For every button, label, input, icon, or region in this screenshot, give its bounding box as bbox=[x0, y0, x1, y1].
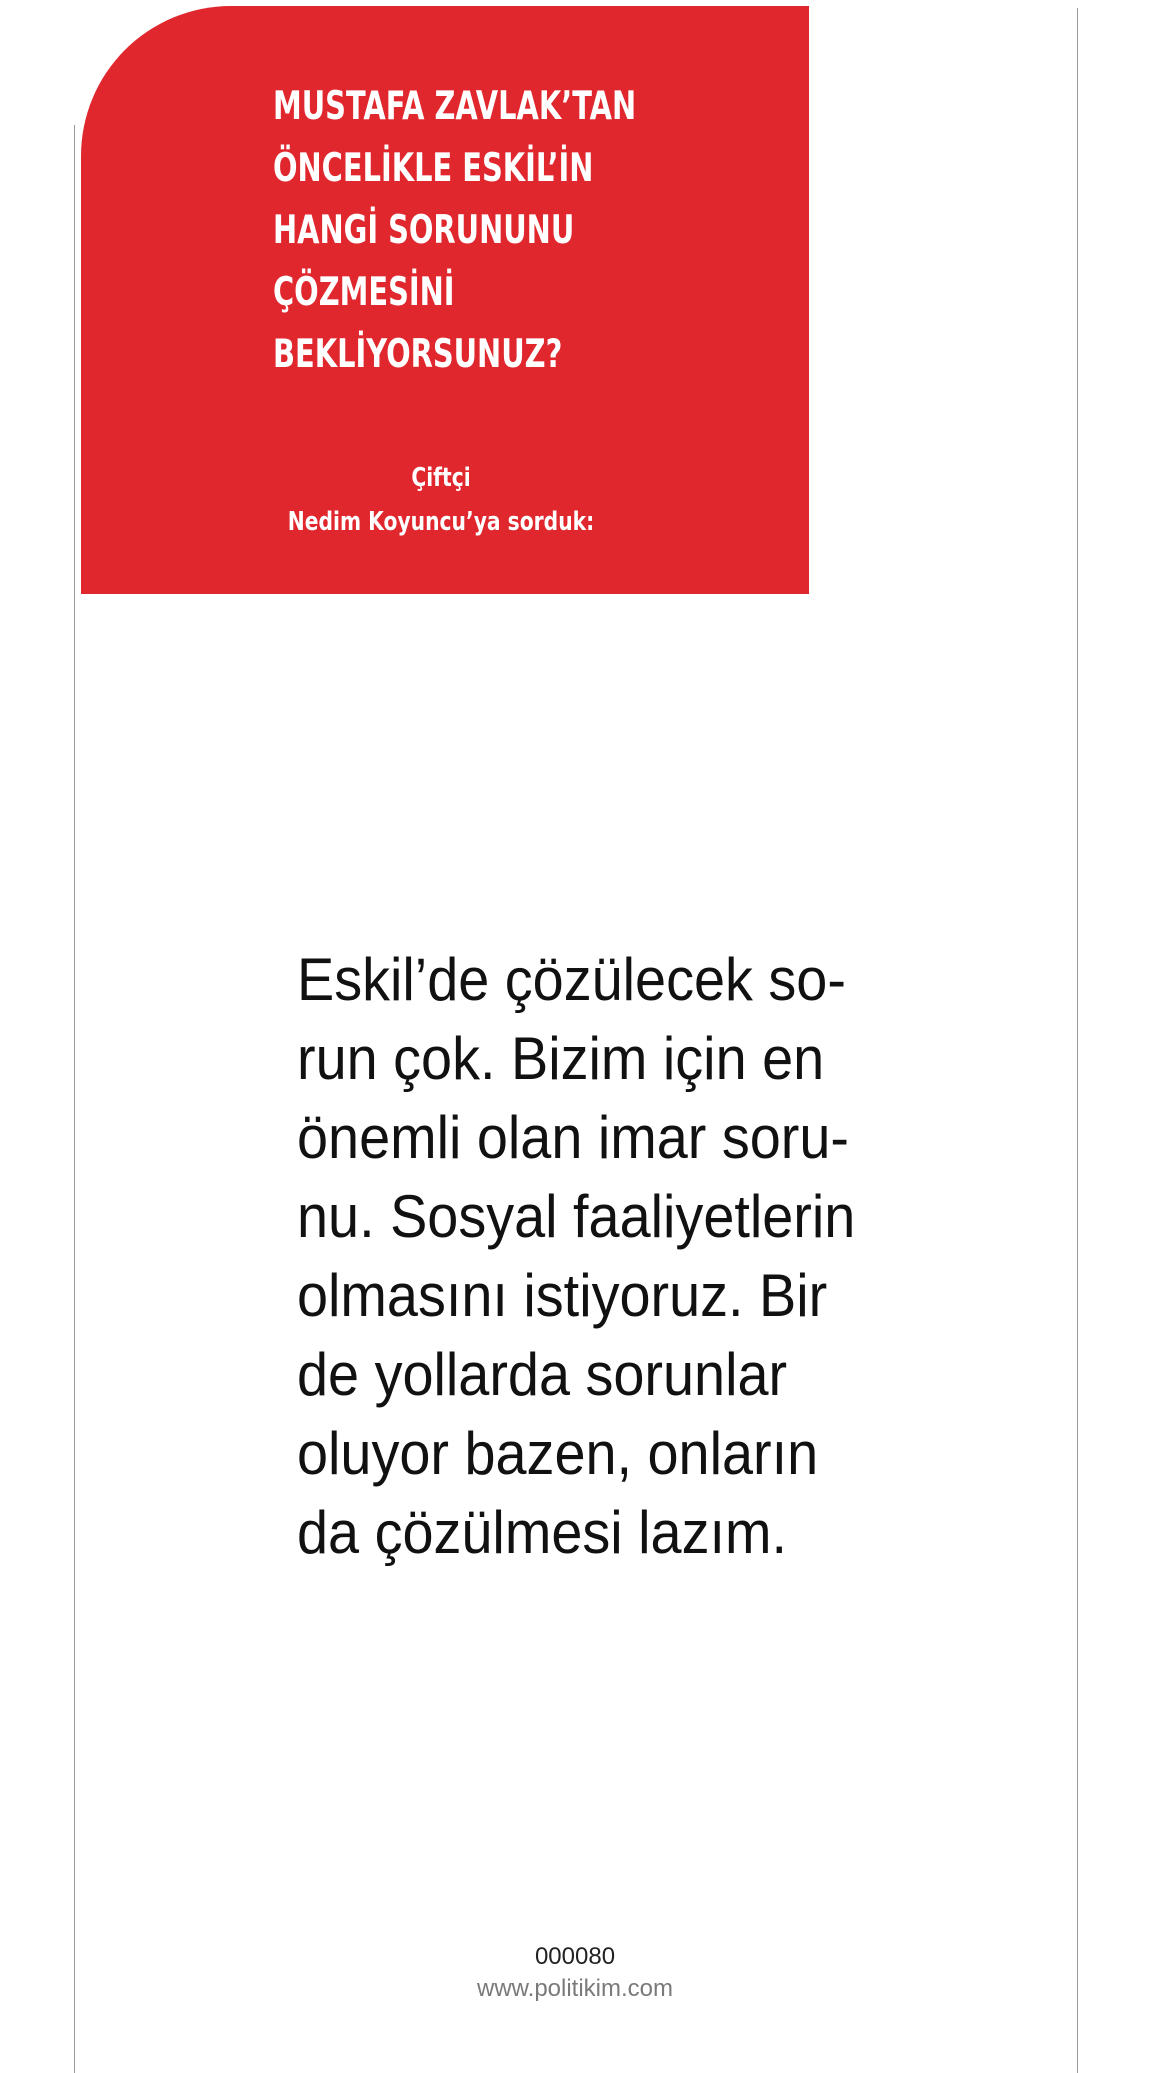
answer-line: Eskil’de çözülecek so- bbox=[297, 946, 846, 1013]
interviewee-byline bbox=[141, 456, 741, 544]
answer-line: oluyor bazen, onların bbox=[297, 1420, 819, 1487]
answer-line: de yollarda sorunlar bbox=[297, 1341, 788, 1408]
right-margin-rule bbox=[1077, 8, 1078, 2073]
answer-line: olmasını istiyoruz. Bir bbox=[297, 1262, 828, 1329]
question-line: ÖNCELİKLE ESKİL’İN bbox=[273, 146, 594, 191]
byline-occupation: Çiftçi bbox=[411, 463, 471, 493]
question-heading bbox=[273, 76, 643, 386]
site-url-link[interactable]: www.politikim.com bbox=[476, 1975, 674, 2002]
question-line: BEKLİYORSUNUZ? bbox=[273, 332, 563, 377]
question-panel bbox=[81, 6, 809, 594]
question-line: HANGİ SORUNUNU bbox=[273, 208, 575, 253]
question-line: ÇÖZMESİNİ bbox=[273, 270, 455, 315]
answer-line: run çok. Bizim için en bbox=[297, 1025, 825, 1092]
question-line: MUSTAFA ZAVLAK’TAN bbox=[273, 84, 637, 129]
byline-name: Nedim Koyuncu’ya sorduk: bbox=[287, 507, 595, 537]
left-margin-rule bbox=[74, 125, 75, 2073]
answer-line: nu. Sosyal faaliyetlerin bbox=[297, 1183, 856, 1250]
answer-line: önemli olan imar soru- bbox=[297, 1104, 850, 1171]
answer-quote bbox=[297, 940, 892, 1572]
page-code: 000080 bbox=[534, 1943, 616, 1970]
answer-line: da çözülmesi lazım. bbox=[297, 1499, 787, 1566]
